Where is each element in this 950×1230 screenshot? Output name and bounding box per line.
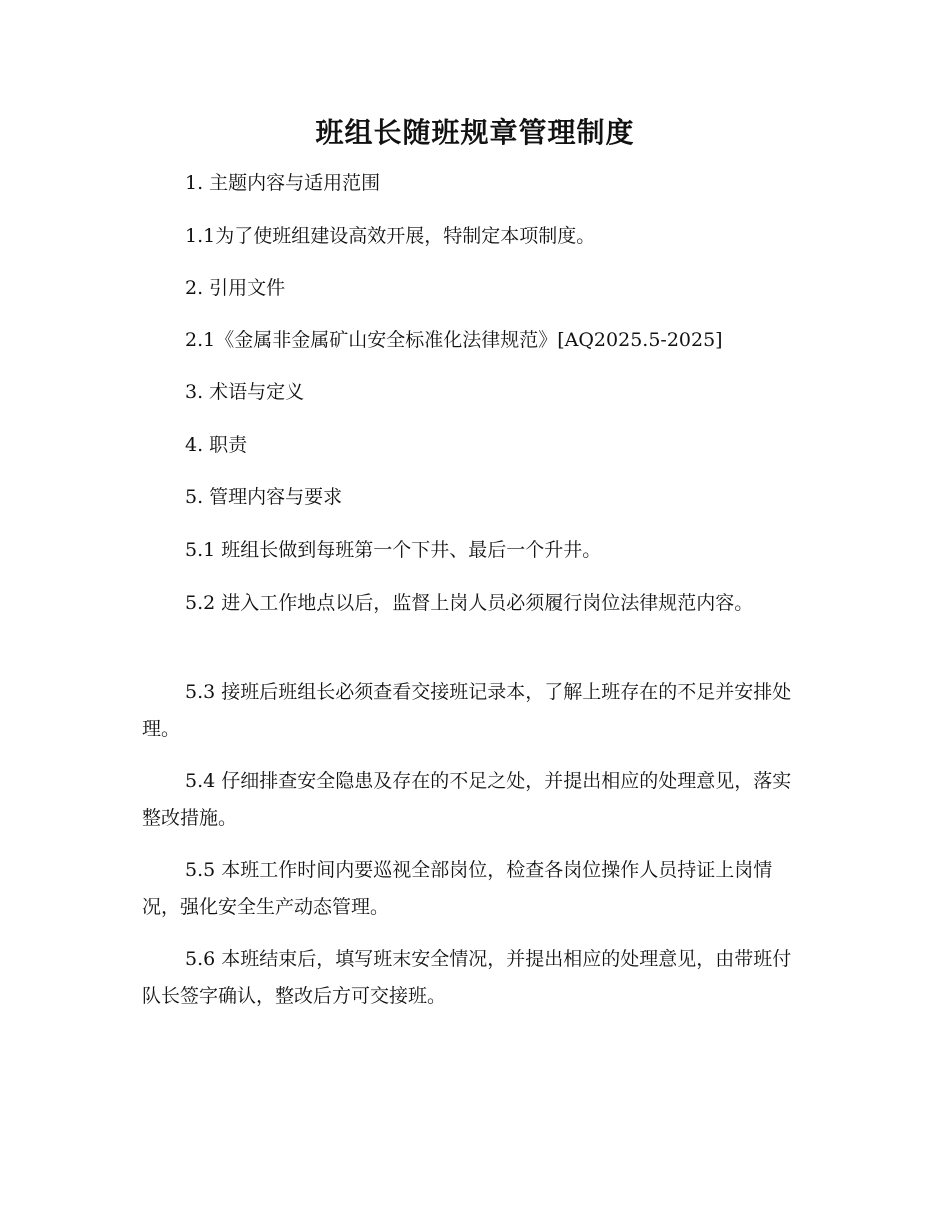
section-heading-5: 5. 管理内容与要求 (185, 486, 343, 508)
section-heading-2: 2. 引用文件 (185, 277, 286, 299)
paragraph-5-5: 5.5 本班工作时间内要巡视全部岗位，检查各岗位操作人员持证上岗情况，强化安全生产动态管理。 (142, 859, 773, 918)
paragraph-1-1: 1.1为了使班组建设高效开展，特制定本项制度。 (185, 225, 596, 247)
paragraph-5-4: 5.4 仔细排查安全隐患及存在的不足之处，并提出相应的处理意见，落实整改措施。 (142, 770, 792, 829)
document-title: 班组长随班规章管理制度 (315, 116, 635, 149)
paragraph-5-1: 5.1 班组长做到每班第一个下井、最后一个升井。 (185, 539, 602, 561)
paragraph-5-3: 5.3 接班后班组长必须查看交接班记录本，了解上班存在的不足并安排处理。 (142, 681, 792, 740)
paragraph-2-1: 2.1《金属非金属矿山安全标准化法律规范》[AQ2025.5-2025] (185, 329, 723, 351)
section-heading-4: 4. 职责 (185, 434, 248, 456)
paragraph-5-2: 5.2 进入工作地点以后，监督上岗人员必须履行岗位法律规范内容。 (185, 592, 754, 614)
paragraph-5-6: 5.6 本班结束后，填写班末安全情况，并提出相应的处理意见，由带班付队长签字确认，整改后方可交接班。 (142, 948, 792, 1007)
section-heading-3: 3. 术语与定义 (185, 381, 305, 403)
section-heading-1: 1. 主题内容与适用范围 (185, 172, 381, 194)
